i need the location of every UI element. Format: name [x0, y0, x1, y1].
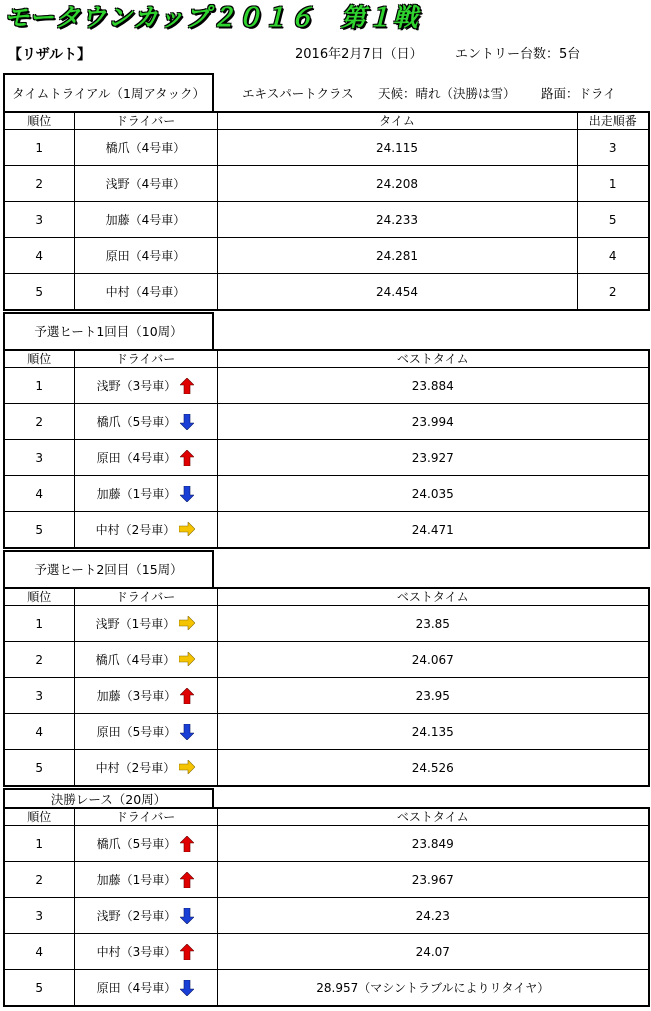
best-time-cell: 23.849: [217, 826, 649, 862]
table-row: [4, 826, 649, 862]
table-row: [4, 440, 649, 476]
arrow-right-icon: [179, 616, 195, 632]
driver-name: 加藤（1号車）: [96, 873, 177, 887]
driver-cell: 加藤（4号車）: [74, 202, 217, 238]
header-start-order: 出走順番: [577, 112, 649, 130]
driver-name: 原田（4号車）: [96, 981, 177, 995]
driver-cell: [74, 476, 217, 512]
heat2-table: [3, 587, 650, 787]
driver-cell: [74, 934, 217, 970]
table-row: [4, 642, 649, 678]
header-driver: ドライバー: [74, 808, 217, 826]
driver-cell: 中村（4号車）: [74, 274, 217, 311]
rank-cell: 2: [4, 404, 74, 440]
rank-cell: 5: [4, 970, 74, 1007]
driver-name: 浅野（3号車）: [96, 379, 177, 393]
time-cell: 24.233: [217, 202, 577, 238]
table-row: [4, 898, 649, 934]
table-row: [4, 202, 649, 238]
arrow-up-icon: [180, 450, 194, 466]
table-row: [4, 274, 649, 311]
header-driver: ドライバー: [74, 112, 217, 130]
rank-cell: 1: [4, 130, 74, 166]
arrow-down-icon: [180, 980, 194, 996]
table-header-row: [4, 808, 649, 826]
start-order-cell: 1: [577, 166, 649, 202]
header-rank: 順位: [4, 350, 74, 368]
header-rank: 順位: [4, 808, 74, 826]
driver-name: 中村（2号車）: [95, 523, 176, 537]
time-cell: 24.208: [217, 166, 577, 202]
road-condition-label: 路面：ドライ: [541, 86, 616, 101]
driver-name: 橋爪（4号車）: [95, 653, 176, 667]
header-best-time: ベストタイム: [217, 588, 649, 606]
start-order-cell: 2: [577, 274, 649, 311]
table-header-row: [4, 350, 649, 368]
start-order-cell: 3: [577, 130, 649, 166]
rank-cell: 3: [4, 440, 74, 476]
arrow-up-icon: [180, 378, 194, 394]
table-row: [4, 166, 649, 202]
table-row: [4, 678, 649, 714]
rank-cell: 4: [4, 934, 74, 970]
table-header-row: [4, 588, 649, 606]
header-rank: 順位: [4, 112, 74, 130]
best-time-cell: 23.85: [217, 606, 649, 642]
rank-cell: 1: [4, 826, 74, 862]
weather-label: 天候：晴れ（決勝は雪）: [378, 86, 516, 101]
page-title: モータウンカップ２０１６ 第１戦: [4, 3, 419, 32]
best-time-cell: 23.95: [217, 678, 649, 714]
driver-cell: [74, 368, 217, 404]
driver-cell: 橋爪（4号車）: [74, 130, 217, 166]
driver-cell: 原田（4号車）: [74, 238, 217, 274]
arrow-up-icon: [180, 688, 194, 704]
time-trial-table: [3, 111, 650, 311]
driver-cell: 浅野（4号車）: [74, 166, 217, 202]
driver-name: 原田（4号車）: [96, 451, 177, 465]
time-cell: 24.115: [217, 130, 577, 166]
driver-cell: [74, 440, 217, 476]
start-order-cell: 5: [577, 202, 649, 238]
driver-name: 加藤（3号車）: [96, 689, 177, 703]
driver-name: 浅野（2号車）: [96, 909, 177, 923]
arrow-right-icon: [179, 760, 195, 776]
time-trial-label: タイムトライアル（1周アタック）: [3, 73, 214, 113]
arrow-down-icon: [180, 724, 194, 740]
best-time-cell: 24.471: [217, 512, 649, 549]
result-label: 【リザルト】: [8, 47, 92, 63]
driver-cell: [74, 606, 217, 642]
header-time: タイム: [217, 112, 577, 130]
rank-cell: 5: [4, 750, 74, 787]
header-driver: ドライバー: [74, 350, 217, 368]
rank-cell: 5: [4, 512, 74, 549]
best-time-cell: 24.526: [217, 750, 649, 787]
arrow-right-icon: [179, 652, 195, 668]
best-time-cell: 23.994: [217, 404, 649, 440]
driver-cell: [74, 750, 217, 787]
best-time-cell: 24.23: [217, 898, 649, 934]
table-row: [4, 714, 649, 750]
table-row: [4, 862, 649, 898]
driver-name: 原田（5号車）: [96, 725, 177, 739]
arrow-down-icon: [180, 908, 194, 924]
rank-cell: 2: [4, 166, 74, 202]
driver-name: 中村（3号車）: [96, 945, 177, 959]
driver-cell: [74, 862, 217, 898]
rank-cell: 5: [4, 274, 74, 311]
driver-cell: [74, 404, 217, 440]
best-time-cell: 24.07: [217, 934, 649, 970]
best-time-cell: 24.135: [217, 714, 649, 750]
best-time-cell: 23.967: [217, 862, 649, 898]
rank-cell: 1: [4, 368, 74, 404]
driver-cell: [74, 512, 217, 549]
driver-cell: [74, 714, 217, 750]
best-time-cell: 24.035: [217, 476, 649, 512]
driver-cell: [74, 826, 217, 862]
start-order-cell: 4: [577, 238, 649, 274]
table-header-row: [4, 112, 649, 130]
driver-cell: [74, 678, 217, 714]
driver-cell: [74, 898, 217, 934]
header-best-time: ベストタイム: [217, 350, 649, 368]
table-row: [4, 970, 649, 1007]
arrow-right-icon: [179, 522, 195, 538]
heat1-table: [3, 349, 650, 549]
heat2-label: 予選ヒート2回目（15周）: [3, 550, 214, 588]
table-row: [4, 934, 649, 970]
table-row: [4, 476, 649, 512]
rank-cell: 3: [4, 678, 74, 714]
driver-name: 中村（2号車）: [95, 761, 176, 775]
best-time-cell: 28.957（マシントラブルによりリタイヤ）: [217, 970, 649, 1007]
entry-count: エントリー台数：5台: [455, 47, 581, 62]
driver-name: 浅野（1号車）: [95, 617, 176, 631]
best-time-cell: 23.927: [217, 440, 649, 476]
driver-name: 橋爪（5号車）: [96, 415, 177, 429]
event-date: 2016年2月7日（日）: [295, 47, 423, 62]
table-row: [4, 404, 649, 440]
header-best-time: ベストタイム: [217, 808, 649, 826]
time-cell: 24.454: [217, 274, 577, 311]
driver-cell: [74, 642, 217, 678]
table-row: [4, 512, 649, 549]
arrow-down-icon: [180, 414, 194, 430]
driver-name: 加藤（1号車）: [96, 487, 177, 501]
table-row: [4, 238, 649, 274]
arrow-up-icon: [180, 944, 194, 960]
table-row: [4, 368, 649, 404]
class-label: エキスパートクラス: [242, 86, 354, 101]
driver-cell: [74, 970, 217, 1007]
table-row: [4, 750, 649, 787]
rank-cell: 4: [4, 238, 74, 274]
header-rank: 順位: [4, 588, 74, 606]
final-label: 決勝レース（20周）: [3, 788, 214, 808]
time-cell: 24.281: [217, 238, 577, 274]
rank-cell: 4: [4, 476, 74, 512]
driver-name: 橋爪（5号車）: [96, 837, 177, 851]
table-row: [4, 130, 649, 166]
arrow-up-icon: [180, 836, 194, 852]
heat1-label: 予選ヒート1回目（10周）: [3, 312, 214, 350]
arrow-up-icon: [180, 872, 194, 888]
rank-cell: 1: [4, 606, 74, 642]
rank-cell: 3: [4, 202, 74, 238]
final-table: [3, 807, 650, 1007]
header-driver: ドライバー: [74, 588, 217, 606]
arrow-down-icon: [180, 486, 194, 502]
rank-cell: 2: [4, 862, 74, 898]
best-time-cell: 23.884: [217, 368, 649, 404]
table-row: [4, 606, 649, 642]
rank-cell: 2: [4, 642, 74, 678]
rank-cell: 3: [4, 898, 74, 934]
rank-cell: 4: [4, 714, 74, 750]
best-time-cell: 24.067: [217, 642, 649, 678]
